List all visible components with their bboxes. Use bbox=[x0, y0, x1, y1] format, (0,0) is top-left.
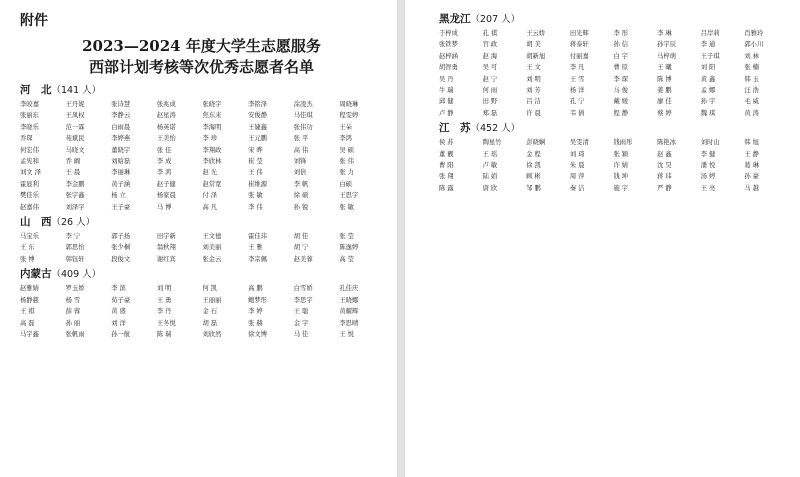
volunteer-name: 王文德 bbox=[202, 233, 222, 241]
volunteer-name: 董 靓 bbox=[439, 150, 454, 158]
volunteer-name: 郑 磊 bbox=[482, 109, 498, 117]
volunteer-name: 赵 宁 bbox=[482, 75, 498, 83]
volunteer-name: 王 祺 bbox=[20, 308, 35, 316]
volunteer-name: 李晓乐 bbox=[20, 123, 39, 131]
volunteer-name: 李 彤 bbox=[613, 30, 629, 37]
volunteer-name: 许 婧 bbox=[613, 162, 629, 170]
volunteer-name: 刘 芳 bbox=[526, 87, 541, 95]
volunteer-name: 王 静 bbox=[744, 150, 759, 158]
volunteer-name: 郭思怡 bbox=[65, 244, 85, 252]
section-name: 江 苏 bbox=[439, 122, 471, 135]
volunteer-name: 张诗慧 bbox=[111, 101, 131, 108]
volunteer-name: 张 敏 bbox=[248, 192, 263, 200]
volunteer-name: 张 伟 bbox=[339, 158, 354, 166]
volunteer-name: 侯 苏 bbox=[439, 139, 454, 147]
volunteer-name: 李静云 bbox=[111, 112, 131, 120]
volunteer-name: 王 勇 bbox=[156, 296, 172, 304]
section-heading bbox=[20, 268, 383, 281]
volunteer-name: 王元鹏 bbox=[248, 135, 268, 143]
volunteer-name: 范一霖 bbox=[65, 123, 85, 131]
volunteer-name: 陆 娟 bbox=[482, 173, 498, 181]
volunteer-name: 刘时山 bbox=[700, 139, 720, 147]
volunteer-name: 李 滨 bbox=[111, 285, 126, 293]
volunteer-name: 李思晴 bbox=[339, 319, 359, 327]
volunteer-name: 李 珍 bbox=[202, 135, 218, 143]
volunteer-name: 赵 光 bbox=[202, 169, 218, 177]
section-heading bbox=[20, 216, 383, 229]
volunteer-name: 苑斌民 bbox=[65, 135, 85, 143]
volunteer-name: 王 雪 bbox=[569, 75, 585, 83]
volunteer-name: 郭子扬 bbox=[111, 233, 131, 241]
volunteer-name: 张丽东 bbox=[20, 112, 39, 120]
volunteer-name: 陶星竹 bbox=[482, 139, 502, 147]
volunteer-name: 田 野 bbox=[482, 98, 498, 106]
volunteer-name: 曹 原 bbox=[613, 64, 629, 72]
volunteer-name: 赵梓涵 bbox=[439, 52, 458, 60]
volunteer-name: 涂凌杰 bbox=[293, 101, 313, 108]
volunteer-name: 谢红宾 bbox=[156, 255, 176, 263]
volunteer-name: 赵 海 bbox=[482, 52, 498, 60]
volunteer-name: 王子琪 bbox=[700, 52, 720, 60]
volunteer-name: 张兆成 bbox=[156, 101, 176, 108]
volunteer-name: 唐 欣 bbox=[482, 184, 498, 192]
volunteer-name: 韩 旭 bbox=[744, 139, 759, 147]
volunteer-name: 翁秋翔 bbox=[156, 244, 176, 252]
volunteer-name: 胡 宁 bbox=[293, 244, 309, 252]
volunteer-name: 张 赫 bbox=[248, 319, 263, 327]
volunteer-name: 安俊静 bbox=[248, 112, 268, 120]
volunteer-name: 黄 盛 bbox=[111, 308, 126, 316]
volunteer-name: 刘倍 bbox=[293, 169, 307, 177]
volunteer-name: 高 鹏 bbox=[248, 285, 263, 293]
volunteer-name: 李 伟 bbox=[248, 203, 263, 211]
attachment-label: 附件 bbox=[20, 13, 48, 29]
volunteer-name: 李鸿 bbox=[339, 135, 352, 143]
volunteer-name: 张 力 bbox=[339, 169, 354, 177]
name-grid bbox=[20, 99, 383, 213]
volunteer-name: 黄 鑫 bbox=[700, 75, 716, 83]
volunteer-name: 孔 宁 bbox=[569, 98, 585, 106]
section-count: （141 人） bbox=[51, 85, 102, 96]
volunteer-name: 何 凯 bbox=[202, 285, 218, 293]
volunteer-name: 刘 明 bbox=[526, 75, 541, 83]
volunteer-name: 樊佳乐 bbox=[20, 192, 39, 200]
volunteer-name: 李海明 bbox=[202, 123, 222, 131]
volunteer-name: 张 佳 bbox=[156, 146, 172, 154]
volunteer-name: 赵 鑫 bbox=[657, 150, 672, 158]
volunteer-name: 王 东 bbox=[20, 244, 35, 252]
volunteer-name: 刘锋 bbox=[293, 158, 307, 166]
section-name: 内蒙古 bbox=[20, 268, 52, 281]
volunteer-name: 戴 媛 bbox=[613, 98, 629, 106]
volunteer-name: 马宇鑫 bbox=[20, 330, 39, 338]
volunteer-name: 刘 琦 bbox=[569, 150, 585, 158]
volunteer-name: 邱 健 bbox=[439, 98, 454, 106]
volunteer-name: 于梓成 bbox=[439, 30, 458, 37]
volunteer-name: 王晓娜 bbox=[339, 296, 359, 304]
volunteer-name: 李 丹 bbox=[156, 308, 172, 316]
volunteer-name: 李 琳 bbox=[657, 30, 672, 37]
document-page-left bbox=[0, 0, 398, 477]
volunteer-name: 刘 林 bbox=[744, 52, 759, 60]
section-heading bbox=[20, 84, 383, 97]
volunteer-name: 李金鹏 bbox=[65, 180, 85, 188]
volunteer-name: 邹 鹏 bbox=[526, 184, 541, 192]
volunteer-name: 王 伟 bbox=[248, 169, 263, 177]
volunteer-name: 王婕鑫 bbox=[248, 123, 268, 131]
volunteer-name: 陈逸婷 bbox=[339, 244, 359, 252]
volunteer-name: 毛 威 bbox=[744, 98, 759, 106]
volunteer-name: 李 婷 bbox=[248, 308, 263, 316]
volunteer-name: 孟宪和 bbox=[20, 158, 39, 166]
volunteer-name: 王丹妮 bbox=[65, 101, 85, 108]
volunteer-name: 张帆雨 bbox=[65, 330, 85, 338]
volunteer-name: 胡 美 bbox=[526, 41, 541, 49]
volunteer-name: 赵美蓉 bbox=[293, 255, 313, 263]
volunteer-name: 白雨晨 bbox=[111, 123, 131, 131]
volunteer-name: 王云娇 bbox=[526, 30, 546, 37]
section-count: （452 人） bbox=[470, 123, 521, 135]
volunteer-name: 赵子健 bbox=[156, 180, 176, 188]
volunteer-name: 魏 琪 bbox=[700, 109, 716, 117]
volunteer-name: 鲍梦彤 bbox=[248, 296, 268, 304]
volunteer-name: 徐 凯 bbox=[526, 162, 541, 170]
volunteer-name: 曹 阳 bbox=[439, 162, 454, 170]
volunteer-name: 王丽丽 bbox=[202, 296, 222, 304]
volunteer-name: 孙 豪 bbox=[744, 173, 759, 181]
volunteer-name: 姜 鹏 bbox=[657, 87, 672, 95]
volunteer-name: 金 石 bbox=[202, 308, 218, 316]
volunteer-name: 李翔政 bbox=[202, 146, 222, 154]
volunteer-name: 葛 琳 bbox=[744, 162, 759, 170]
volunteer-name: 周晓琳 bbox=[339, 101, 359, 108]
volunteer-name: 黄 涛 bbox=[744, 109, 759, 117]
volunteer-name: 牛 瑞 bbox=[439, 87, 454, 95]
volunteer-name: 荀子豪 bbox=[111, 296, 131, 304]
volunteer-name: 韩 玉 bbox=[744, 75, 759, 83]
volunteer-name: 吴 硕 bbox=[339, 146, 354, 154]
volunteer-name: 王思宇 bbox=[339, 192, 359, 200]
volunteer-name: 吴 丹 bbox=[439, 75, 454, 83]
volunteer-name: 胡新旭 bbox=[526, 52, 546, 60]
volunteer-name: 朱 晨 bbox=[569, 162, 585, 170]
volunteer-name: 杨英诺 bbox=[156, 123, 176, 131]
volunteer-name: 胡智勇 bbox=[439, 64, 458, 72]
volunteer-name: 赵雅婧 bbox=[20, 285, 39, 293]
volunteer-name: 蔡 婷 bbox=[657, 109, 672, 117]
volunteer-name: 蒋泰轩 bbox=[569, 41, 589, 49]
volunteer-name: 张 敏 bbox=[339, 203, 354, 211]
volunteer-name: 王 晨 bbox=[65, 169, 81, 177]
volunteer-name: 顾 彬 bbox=[526, 173, 541, 181]
volunteer-name: 乔 阚 bbox=[65, 158, 81, 166]
volunteer-name: 王冬悦 bbox=[156, 319, 176, 327]
volunteer-name: 马 博 bbox=[156, 203, 172, 211]
section-name: 黑龙江 bbox=[439, 13, 471, 25]
volunteer-name: 施 宇 bbox=[613, 184, 629, 192]
volunteer-name: 张 翔 bbox=[439, 173, 454, 181]
volunteer-name: 张金云 bbox=[202, 255, 222, 263]
right-sections bbox=[439, 13, 786, 194]
volunteer-name: 卢 静 bbox=[439, 109, 454, 117]
volunteer-name: 王 雅 bbox=[248, 244, 263, 252]
volunteer-name: 王子豪 bbox=[111, 203, 131, 211]
title-line-2: 西部计划考核等次优秀志愿者名单 bbox=[88, 58, 314, 76]
volunteer-name: 张晓宇 bbox=[202, 101, 222, 108]
volunteer-name: 孔 祺 bbox=[482, 30, 498, 37]
volunteer-name: 孙一航 bbox=[111, 330, 131, 338]
volunteer-name: 王 亮 bbox=[700, 184, 716, 192]
volunteer-name: 吕 洁 bbox=[526, 98, 541, 106]
section-count: （26 人） bbox=[51, 217, 96, 229]
volunteer-name: 何宏伟 bbox=[20, 146, 39, 154]
volunteer-name: 段俊文 bbox=[111, 255, 131, 263]
volunteer-name: 钱 坤 bbox=[613, 173, 629, 181]
volunteer-name: 马梓萌 bbox=[657, 52, 677, 60]
volunteer-name: 肖雅玲 bbox=[744, 30, 764, 37]
volunteer-name: 张 莹 bbox=[339, 233, 354, 241]
volunteer-name: 李 鸿 bbox=[156, 169, 172, 177]
volunteer-name: 郭小川 bbox=[744, 41, 764, 49]
volunteer-name: 杨 雪 bbox=[65, 296, 81, 304]
volunteer-name: 刘 明 bbox=[156, 285, 172, 293]
volunteer-name: 霍显利 bbox=[20, 180, 39, 188]
volunteer-name: 李 帆 bbox=[293, 180, 309, 188]
volunteer-name: 张 楠 bbox=[744, 64, 759, 72]
volunteer-name: 卢 敏 bbox=[482, 162, 498, 170]
volunteer-name: 马佳琪 bbox=[293, 112, 313, 120]
volunteer-name: 董晓宇 bbox=[111, 146, 131, 154]
volunteer-name: 王 瑶 bbox=[482, 150, 498, 158]
volunteer-name: 李思宇 bbox=[293, 296, 313, 304]
volunteer-name: 李皎嘉 bbox=[20, 101, 39, 108]
volunteer-name: 汤 婷 bbox=[700, 173, 716, 181]
volunteer-name: 程 静 bbox=[613, 109, 629, 117]
volunteer-name: 薛 蓉 bbox=[65, 308, 81, 316]
volunteer-name: 吕岸莉 bbox=[700, 30, 720, 37]
section-count: （409 人） bbox=[51, 269, 102, 281]
volunteer-name: 胡 磊 bbox=[202, 319, 218, 327]
volunteer-name: 汪 浩 bbox=[744, 87, 759, 95]
volunteer-name: 吴 可 bbox=[482, 64, 498, 72]
volunteer-name: 何 雨 bbox=[482, 87, 498, 95]
volunteer-name: 刘文 泽 bbox=[20, 169, 41, 177]
volunteer-name: 李婷燕 bbox=[111, 135, 131, 143]
volunteer-name: 孙 锐 bbox=[293, 203, 309, 211]
volunteer-name: 韦 倩 bbox=[569, 109, 585, 117]
name-grid bbox=[439, 137, 786, 194]
name-grid bbox=[20, 283, 383, 340]
section-heading bbox=[439, 122, 786, 135]
volunteer-name: 王 悦 bbox=[339, 330, 354, 338]
volunteer-name: 张伟功 bbox=[293, 123, 313, 131]
volunteer-name: 孙宇辰 bbox=[657, 41, 677, 49]
volunteer-name: 张 博 bbox=[20, 255, 35, 263]
volunteer-name: 乔琛 bbox=[20, 135, 33, 143]
volunteer-name: 廖 佳 bbox=[657, 98, 672, 106]
volunteer-name: 白雪娇 bbox=[293, 285, 313, 293]
volunteer-name: 胡 佳 bbox=[293, 233, 309, 241]
volunteer-name: 李欣林 bbox=[202, 158, 222, 166]
volunteer-name: 马晓文 bbox=[65, 146, 85, 154]
volunteer-name: 韩钰轩 bbox=[65, 255, 85, 263]
volunteer-name: 陈艳冰 bbox=[657, 139, 677, 147]
volunteer-name: 崔 莹 bbox=[248, 158, 263, 166]
volunteer-name: 杨 洋 bbox=[569, 87, 585, 95]
volunteer-name: 宋 晔 bbox=[248, 146, 263, 154]
volunteer-name: 焦东来 bbox=[202, 112, 222, 120]
volunteer-name: 秦 洁 bbox=[569, 184, 585, 192]
volunteer-name: 王美怡 bbox=[156, 135, 176, 143]
volunteer-name: 白 宇 bbox=[613, 52, 629, 60]
volunteer-name: 严 静 bbox=[657, 184, 672, 192]
volunteer-name: 张宇鑫 bbox=[65, 192, 85, 200]
volunteer-name: 陈 博 bbox=[657, 75, 672, 83]
volunteer-name: 王朵 bbox=[339, 123, 352, 131]
volunteer-name: 霍佳玮 bbox=[248, 233, 268, 241]
volunteer-name: 孔佳庆 bbox=[339, 285, 359, 293]
volunteer-name: 杨家晨 bbox=[156, 192, 176, 200]
volunteer-name: 付 泽 bbox=[202, 192, 218, 200]
volunteer-name: 高 凡 bbox=[202, 203, 218, 211]
volunteer-name: 张 颖 bbox=[613, 150, 629, 158]
volunteer-name: 孟 娜 bbox=[700, 87, 716, 95]
section-count: （207 人） bbox=[470, 14, 521, 25]
volunteer-name: 金 程 bbox=[526, 150, 541, 158]
section-heading bbox=[439, 13, 786, 26]
volunteer-name: 赵星涛 bbox=[156, 112, 176, 120]
volunteer-name: 潘 悦 bbox=[700, 162, 716, 170]
volunteer-name: 王凤权 bbox=[65, 112, 85, 120]
volunteer-name: 白硕 bbox=[339, 180, 352, 188]
volunteer-name: 张少桐 bbox=[111, 244, 131, 252]
volunteer-name: 高 伟 bbox=[293, 146, 309, 154]
left-sections bbox=[20, 84, 383, 340]
volunteer-name: 孙 宇 bbox=[700, 98, 716, 106]
volunteer-name: 金 宇 bbox=[293, 319, 309, 327]
volunteer-name: 李丽琳 bbox=[111, 169, 131, 177]
document-title bbox=[20, 36, 383, 78]
volunteer-name: 高 磊 bbox=[20, 319, 35, 327]
volunteer-name: 李 健 bbox=[700, 150, 716, 158]
volunteer-name: 李 成 bbox=[156, 158, 172, 166]
section-name: 河 北 bbox=[20, 84, 52, 96]
volunteer-name: 赵嘉伟 bbox=[20, 203, 39, 211]
volunteer-name: 陈 露 bbox=[439, 184, 454, 192]
volunteer-name: 张铁梦 bbox=[439, 41, 458, 49]
volunteer-name: 许 晨 bbox=[526, 109, 541, 117]
volunteer-name: 孙 信 bbox=[613, 41, 629, 49]
volunteer-name: 黄子涵 bbox=[111, 180, 131, 188]
volunteer-name: 田光辉 bbox=[569, 30, 589, 37]
volunteer-name: 周 萍 bbox=[569, 173, 585, 181]
volunteer-name: 张 平 bbox=[293, 135, 309, 143]
title-line-1: 2023—2024 年度大学生志愿服务 bbox=[82, 37, 321, 55]
document-page-right bbox=[404, 0, 800, 477]
volunteer-name: 刘晗磊 bbox=[111, 158, 131, 166]
volunteer-name: 刘 洋 bbox=[111, 319, 126, 327]
section-name: 山 西 bbox=[20, 216, 52, 229]
volunteer-name: 程雯婷 bbox=[339, 112, 359, 120]
volunteer-name: 吴雯清 bbox=[569, 139, 589, 147]
volunteer-name: 马宝乐 bbox=[20, 233, 39, 241]
volunteer-name: 黄耀辉 bbox=[339, 308, 359, 316]
volunteer-name: 沈 昊 bbox=[657, 162, 672, 170]
volunteer-name: 李宗佩 bbox=[248, 255, 268, 263]
volunteer-name: 赵常宽 bbox=[202, 180, 222, 188]
volunteer-name: 杨静慈 bbox=[20, 296, 39, 304]
volunteer-name: 崔维源 bbox=[248, 180, 268, 188]
volunteer-name: 王 聪 bbox=[293, 308, 309, 316]
volunteer-name: 付丽嘉 bbox=[569, 52, 589, 60]
volunteer-name: 李 凡 bbox=[569, 64, 585, 72]
volunteer-name: 田宇新 bbox=[156, 233, 176, 241]
volunteer-name: 李 宁 bbox=[65, 233, 81, 241]
volunteer-name: 刘泽宇 bbox=[65, 203, 85, 211]
volunteer-name: 刘欣然 bbox=[202, 330, 222, 338]
volunteer-name: 刘美丽 bbox=[202, 244, 222, 252]
volunteer-name: 罗玉娇 bbox=[65, 285, 85, 293]
volunteer-name: 官 政 bbox=[482, 41, 498, 49]
volunteer-name: 彭晓娴 bbox=[526, 139, 546, 147]
volunteer-name: 李铭泽 bbox=[248, 101, 268, 108]
volunteer-name: 李 琛 bbox=[613, 75, 629, 83]
volunteer-name: 徐 硕 bbox=[293, 192, 309, 200]
volunteer-name: 陈 瑞 bbox=[156, 330, 172, 338]
volunteer-name: 马 越 bbox=[744, 184, 759, 192]
volunteer-name: 杨 立 bbox=[111, 192, 126, 200]
volunteer-name: 马 佳 bbox=[293, 330, 309, 338]
volunteer-name: 李 通 bbox=[700, 41, 716, 49]
volunteer-name: 钱雨彤 bbox=[613, 139, 633, 147]
name-grid bbox=[20, 231, 383, 265]
volunteer-name: 王 曦 bbox=[657, 64, 672, 72]
volunteer-name: 王 文 bbox=[526, 64, 541, 72]
volunteer-name: 马 俊 bbox=[613, 87, 629, 95]
name-grid bbox=[439, 28, 786, 119]
volunteer-name: 高 莹 bbox=[339, 255, 354, 263]
volunteer-name: 蒋 玮 bbox=[657, 173, 672, 181]
volunteer-name: 刘 阳 bbox=[700, 64, 716, 72]
volunteer-name: 孙 丽 bbox=[65, 319, 81, 327]
volunteer-name: 徐文博 bbox=[248, 330, 268, 338]
